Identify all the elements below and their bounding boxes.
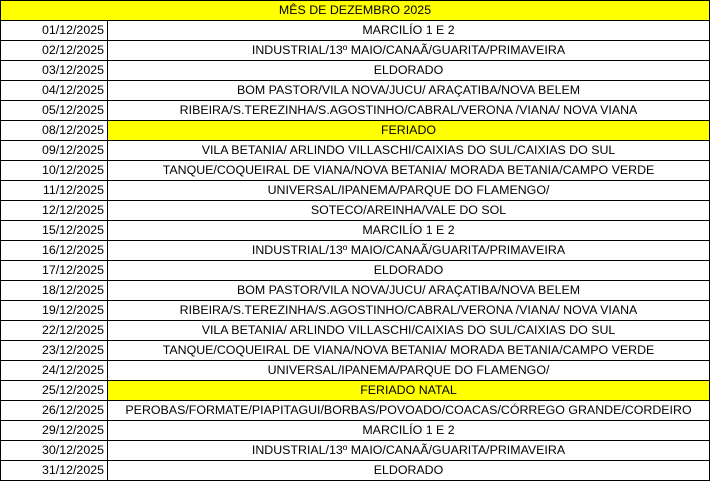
date-cell: 01/12/2025 xyxy=(1,21,108,41)
table-row xyxy=(1,421,710,441)
date-cell: 03/12/2025 xyxy=(1,61,108,81)
table-row xyxy=(1,161,710,181)
date-cell: 17/12/2025 xyxy=(1,261,108,281)
date-cell: 24/12/2025 xyxy=(1,361,108,381)
route-cell: PEROBAS/FORMATE/PIAPITAGUI/BORBAS/POVOADO/COACAS/CÓRREGO GRANDE/CORDEIRO xyxy=(108,401,710,421)
schedule-body xyxy=(1,1,710,481)
holiday-cell: FERIADO xyxy=(108,121,710,141)
date-cell: 12/12/2025 xyxy=(1,201,108,221)
table-row xyxy=(1,101,710,121)
route-cell: INDUSTRIAL/13º MAIO/CANAÃ/GUARITA/PRIMAVEIRA xyxy=(108,241,710,261)
date-cell: 11/12/2025 xyxy=(1,181,108,201)
date-cell: 18/12/2025 xyxy=(1,281,108,301)
date-cell: 26/12/2025 xyxy=(1,401,108,421)
route-cell: MARCILÍO 1 E 2 xyxy=(108,421,710,441)
date-cell: 30/12/2025 xyxy=(1,441,108,461)
header-row xyxy=(1,1,710,21)
route-cell: MARCILÍO 1 E 2 xyxy=(108,21,710,41)
route-cell: BOM PASTOR/VILA NOVA/JUCU/ ARAÇATIBA/NOVA BELEM xyxy=(108,281,710,301)
route-cell: UNIVERSAL/IPANEMA/PARQUE DO FLAMENGO/ xyxy=(108,181,710,201)
date-cell: 23/12/2025 xyxy=(1,341,108,361)
route-cell: ELDORADO xyxy=(108,261,710,281)
month-title: MÊS DE DEZEMBRO 2025 xyxy=(1,1,710,21)
date-cell: 08/12/2025 xyxy=(1,121,108,141)
date-cell: 16/12/2025 xyxy=(1,241,108,261)
table-row xyxy=(1,281,710,301)
date-cell: 15/12/2025 xyxy=(1,221,108,241)
date-cell: 29/12/2025 xyxy=(1,421,108,441)
route-cell: MARCILÍO 1 E 2 xyxy=(108,221,710,241)
holiday-cell: FERIADO NATAL xyxy=(108,381,710,401)
date-cell: 22/12/2025 xyxy=(1,321,108,341)
date-cell: 19/12/2025 xyxy=(1,301,108,321)
table-row xyxy=(1,441,710,461)
table-row xyxy=(1,201,710,221)
route-cell: UNIVERSAL/IPANEMA/PARQUE DO FLAMENGO/ xyxy=(108,361,710,381)
date-cell: 05/12/2025 xyxy=(1,101,108,121)
table-row xyxy=(1,401,710,421)
date-cell: 25/12/2025 xyxy=(1,381,108,401)
route-cell: INDUSTRIAL/13º MAIO/CANAÃ/GUARITA/PRIMAVEIRA xyxy=(108,441,710,461)
date-cell: 31/12/2025 xyxy=(1,461,108,481)
route-cell: RIBEIRA/S.TEREZINHA/S.AGOSTINHO/CABRAL/VERONA /VIANA/ NOVA VIANA xyxy=(108,301,710,321)
date-cell: 02/12/2025 xyxy=(1,41,108,61)
table-row xyxy=(1,241,710,261)
table-row xyxy=(1,181,710,201)
table-row xyxy=(1,81,710,101)
route-cell: ELDORADO xyxy=(108,461,710,481)
table-row xyxy=(1,61,710,81)
route-cell: TANQUE/COQUEIRAL DE VIANA/NOVA BETANIA/ MORADA BETANIA/CAMPO VERDE xyxy=(108,161,710,181)
route-cell: SOTECO/AREINHA/VALE DO SOL xyxy=(108,201,710,221)
holiday-row xyxy=(1,121,710,141)
table-row xyxy=(1,141,710,161)
route-cell: ELDORADO xyxy=(108,61,710,81)
date-cell: 09/12/2025 xyxy=(1,141,108,161)
date-cell: 04/12/2025 xyxy=(1,81,108,101)
holiday-row xyxy=(1,381,710,401)
table-row xyxy=(1,341,710,361)
route-cell: TANQUE/COQUEIRAL DE VIANA/NOVA BETANIA/ MORADA BETANIA/CAMPO VERDE xyxy=(108,341,710,361)
table-row xyxy=(1,361,710,381)
route-cell: BOM PASTOR/VILA NOVA/JUCU/ ARAÇATIBA/NOVA BELEM xyxy=(108,81,710,101)
table-row xyxy=(1,261,710,281)
table-row xyxy=(1,21,710,41)
table-row xyxy=(1,321,710,341)
route-cell: VILA BETANIA/ ARLINDO VILLASCHI/CAIXIAS DO SUL/CAIXIAS DO SUL xyxy=(108,321,710,341)
table-row xyxy=(1,461,710,481)
route-cell: VILA BETANIA/ ARLINDO VILLASCHI/CAIXIAS DO SUL/CAIXIAS DO SUL xyxy=(108,141,710,161)
table-row xyxy=(1,221,710,241)
route-cell: RIBEIRA/S.TEREZINHA/S.AGOSTINHO/CABRAL/VERONA /VIANA/ NOVA VIANA xyxy=(108,101,710,121)
table-row xyxy=(1,41,710,61)
table-row xyxy=(1,301,710,321)
date-cell: 10/12/2025 xyxy=(1,161,108,181)
route-cell: INDUSTRIAL/13º MAIO/CANAÃ/GUARITA/PRIMAVEIRA xyxy=(108,41,710,61)
